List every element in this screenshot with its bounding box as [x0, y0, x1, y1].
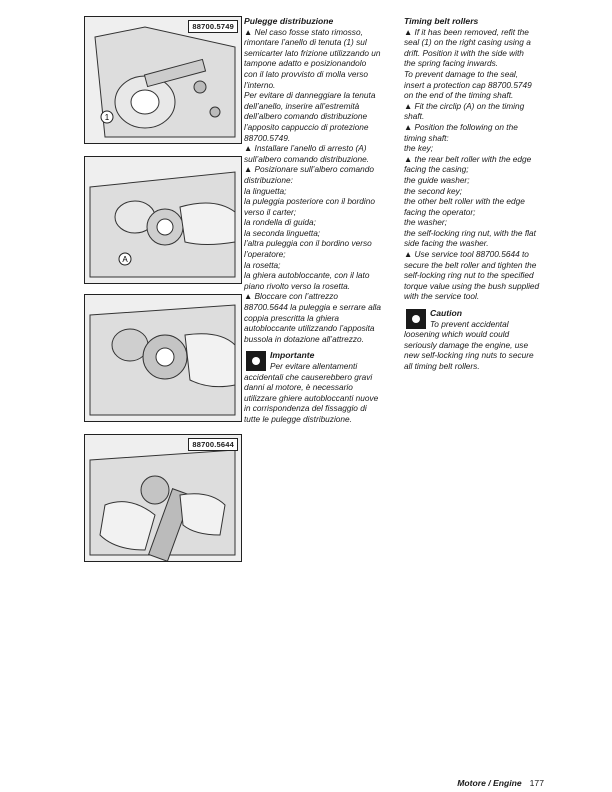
text-line: l’interno.	[244, 79, 276, 90]
text-line: verso il carter;	[244, 206, 297, 217]
text-line: seriously damage the engine, use	[404, 339, 529, 350]
english-column	[404, 16, 556, 372]
text-line: ▲ Bloccare con l’attrezzo	[244, 291, 338, 302]
text-line: insert a protection cap 88700.5749	[404, 79, 532, 90]
english-callout-body	[404, 318, 556, 372]
text-line: sull’albero comando distribuzione.	[244, 153, 369, 164]
figure-circlip-installation	[84, 156, 242, 284]
text-line: Per evitare di danneggiare la tenuta	[244, 90, 376, 101]
text-line: all timing belt rollers.	[404, 361, 480, 371]
text-line: semicarter lato frizione utilizzando un	[244, 47, 381, 58]
text-line: ▲ Use service tool 88700.5644 to	[404, 249, 529, 260]
english-callout-heading: Caution	[430, 308, 462, 319]
text-line: ▲ If it has been removed, refit the	[404, 26, 529, 37]
text-line: accidentali che causerebbero gravi	[244, 371, 373, 382]
text-line: danni al motore, è necessario	[244, 382, 353, 393]
text-line: ▲ the rear belt roller with the edge	[404, 153, 532, 164]
callout-1-label: 1	[104, 113, 110, 122]
text-line: ▲ Position the following on the	[404, 121, 518, 132]
text-line: 88700.5749.	[244, 132, 291, 143]
english-body	[404, 27, 556, 302]
text-line: side facing the washer.	[404, 238, 489, 249]
figure-seal-installation	[84, 16, 242, 144]
text-line: ▲ Fit the circlip (A) on the timing	[404, 100, 525, 111]
caution-icon	[406, 309, 426, 329]
text-line: la rondella di guida;	[244, 217, 316, 228]
engine-illustration-4	[85, 435, 241, 561]
english-callout	[404, 308, 556, 372]
text-line: the second key;	[404, 185, 463, 196]
text-line: dell’anello, inserire all’estremità	[244, 100, 360, 111]
footer-section: Motore / Engine	[457, 778, 522, 788]
text-line: bussola in dotazione all’attrezzo.	[244, 333, 364, 344]
text-line: self-locking ring nut to the specified	[404, 270, 534, 281]
text-line: la puleggia posteriore con il bordino	[244, 196, 375, 207]
italian-callout-heading: Importante	[270, 350, 315, 361]
text-line: the other belt roller with the edge	[404, 196, 525, 207]
page-footer	[457, 778, 544, 788]
text-line: on the end of the timing shaft.	[404, 90, 514, 101]
text-line: new self-locking ring nuts to secure	[404, 350, 534, 361]
text-line: the washer;	[404, 217, 447, 228]
text-line: Per evitare allentamenti	[270, 361, 358, 371]
text-line: la rosetta;	[244, 259, 281, 270]
text-line: secure the belt roller and tighten the	[404, 259, 537, 270]
engine-illustration-1	[85, 17, 241, 143]
text-line: ▲ Nel caso fosse stato rimosso,	[244, 26, 363, 37]
italian-callout-body	[244, 361, 394, 425]
callout-a-label: A	[122, 255, 128, 264]
text-line: torque value using the bush supplied	[404, 280, 540, 291]
text-line: 88700.5644 la puleggia e serrare alla	[244, 302, 381, 313]
text-line: l’operatore;	[244, 249, 286, 260]
text-line: ▲ Posizionare sull’albero comando	[244, 164, 374, 175]
text-line: the self-locking ring nut, with the flat	[404, 227, 536, 238]
tool-label: 88700.5644	[188, 438, 238, 451]
text-line: with the service tool.	[404, 291, 480, 302]
italian-callout	[244, 350, 394, 424]
text-line: facing the operator;	[404, 206, 476, 217]
text-line: la linguetta;	[244, 185, 287, 196]
text-line: To prevent accidental	[430, 318, 509, 329]
tool-label: 88700.5749	[188, 20, 238, 33]
italian-body	[244, 27, 394, 345]
text-line: la seconda linguetta;	[244, 227, 321, 238]
text-line: la ghiera autobloccante, con il lato	[244, 270, 370, 281]
engine-illustration-2	[85, 157, 241, 283]
page-number: 177	[529, 778, 544, 788]
text-line: the key;	[404, 143, 434, 154]
figure-roller-positioning	[84, 294, 242, 422]
text-line: the spring facing inwards.	[404, 58, 499, 69]
text-line: con il lato provvisto di molla verso	[244, 68, 369, 79]
text-line: drift. Position it with the side with	[404, 47, 524, 58]
text-line: timing shaft:	[404, 132, 449, 143]
text-line: shaft.	[404, 111, 425, 122]
text-line: rimontare l’anello di tenuta (1) sul	[244, 37, 367, 48]
english-heading: Timing belt rollers	[404, 16, 479, 26]
engine-illustration-3	[85, 295, 241, 421]
text-line: l’altra puleggia con il bordino verso	[244, 238, 372, 249]
text-line: distribuzione:	[244, 174, 293, 185]
text-line: the guide washer;	[404, 174, 470, 185]
text-line: To prevent damage to the seal,	[404, 68, 519, 79]
text-line: in corrispondenza del fissaggio di	[244, 403, 367, 414]
text-line: tutte le pulegge distribuzione.	[244, 413, 352, 424]
text-line: tampone adatto e posizionandolo	[244, 58, 367, 69]
text-line: l’apposito cappuccio di protezione	[244, 121, 369, 132]
text-line: loosening which would could	[404, 329, 510, 340]
text-line: piano rivolto verso la rosetta.	[244, 280, 351, 291]
text-line: autobloccante utilizzando l’apposita	[244, 323, 375, 334]
text-line: facing the casing;	[404, 164, 469, 175]
text-line: utilizzare ghiere autobloccanti nuove	[244, 392, 379, 403]
text-line: dell’albero comando distribuzione	[244, 111, 368, 122]
text-line: coppia prescritta la ghiera	[244, 312, 340, 323]
text-line: ▲ Installare l’anello di arresto (A)	[244, 143, 367, 154]
italian-heading: Pulegge distribuzione	[244, 16, 334, 26]
text-line: seal (1) on the right casing using a	[404, 37, 531, 48]
italian-column	[244, 16, 394, 425]
figure-ring-nut-tightening	[84, 434, 242, 562]
important-icon	[246, 351, 266, 371]
